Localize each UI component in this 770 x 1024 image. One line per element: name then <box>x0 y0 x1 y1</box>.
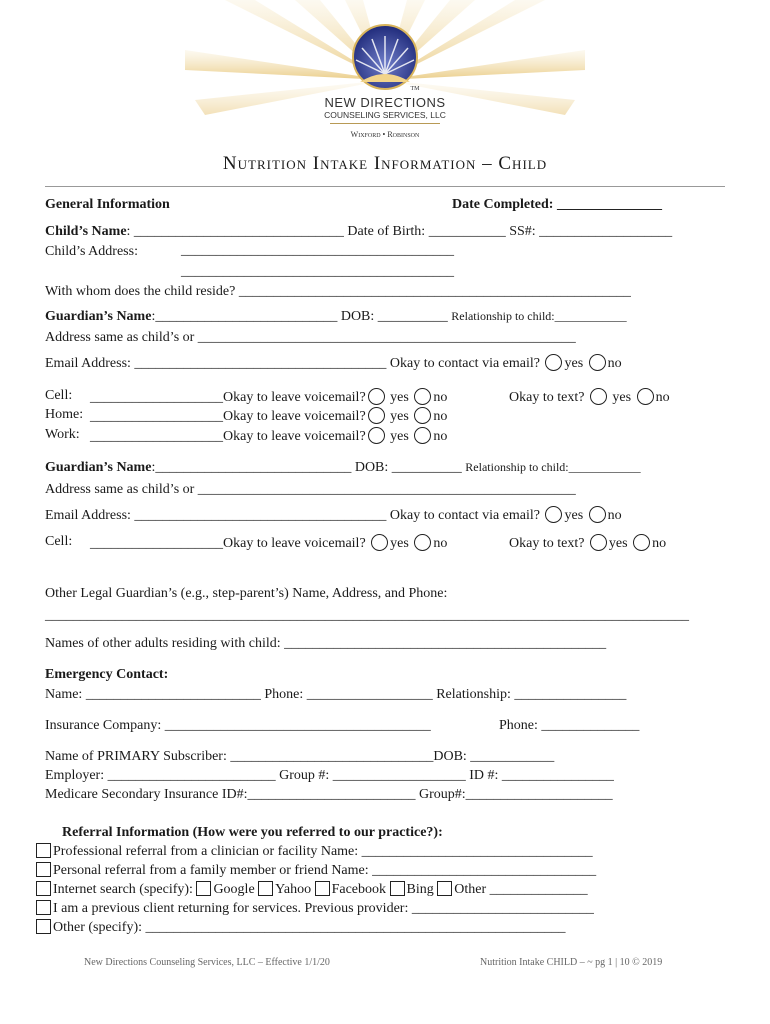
referral-professional-checkbox[interactable] <box>36 843 51 858</box>
no-label: no <box>433 390 448 405</box>
voicemail-label: Okay to leave voicemail? <box>223 409 366 424</box>
no-label: no <box>655 390 670 405</box>
cell-voicemail-no-radio[interactable] <box>414 534 431 551</box>
childs-address-line-1[interactable]: _______________________________________ <box>181 243 454 258</box>
childs-name-fields[interactable]: : ______________________________ Date of Birth: ___________ SS#: ___________________ <box>126 224 673 239</box>
yahoo-checkbox[interactable] <box>258 881 273 896</box>
text-label: Okay to text? <box>509 390 585 405</box>
logo-locations: Wixford • Robinson <box>350 130 420 139</box>
guardian-1-email-row[interactable] <box>45 354 622 372</box>
other-label: Other ______________ <box>454 882 588 897</box>
guardian-2-name-row[interactable] <box>45 459 641 476</box>
facebook-label: Facebook <box>331 882 387 897</box>
text-label: Okay to text? <box>509 536 585 551</box>
referral-heading: Referral Information (How were you referred to our practice?): <box>62 825 443 840</box>
yes-label: yes <box>564 356 584 371</box>
logo-company-name: NEW DIRECTIONS <box>324 95 446 110</box>
text-no-radio[interactable] <box>633 534 650 551</box>
insurance-phone-field[interactable]: Phone: ______________ <box>499 718 640 733</box>
other-checkbox[interactable] <box>437 881 452 896</box>
guardian-2-name-label: Guardian’s Name <box>45 460 152 475</box>
yes-label: yes <box>612 390 632 405</box>
referral-personal-row[interactable] <box>36 862 596 879</box>
page-title: Nutrition Intake Information – Child <box>222 153 548 174</box>
no-label: no <box>433 409 448 424</box>
referral-personal-checkbox[interactable] <box>36 862 51 877</box>
employer-field[interactable]: Employer: ________________________ Group #: ___________________ ID #: ________________ <box>45 768 614 783</box>
guardian-1-email-field[interactable]: Email Address: ____________________________________ Okay to contact via email? <box>45 356 540 371</box>
guardian-1-cell-label: Cell: <box>45 388 73 403</box>
home-phone-field[interactable]: ___________________ <box>90 409 223 424</box>
childs-name-row[interactable] <box>45 224 672 240</box>
referral-professional-label: Professional referral from a clinician or facility Name: _________________________________ <box>53 844 593 859</box>
guardian-1-relationship-field[interactable]: Relationship to child:____________ <box>451 309 627 323</box>
child-resides-with-field[interactable]: With whom does the child reside? ________________________________________________________ <box>45 284 631 299</box>
google-label: Google <box>213 882 255 897</box>
bing-label: Bing <box>406 882 434 897</box>
guardian-1-cell-row[interactable] <box>90 388 447 406</box>
work-voicemail-yes-radio[interactable] <box>368 427 385 444</box>
guardian-1-name-row[interactable] <box>45 308 627 325</box>
childs-name-label: Child’s Name <box>45 224 127 239</box>
footer-right: Nutrition Intake CHILD – ~ pg 1 | 10 © 2019 <box>480 957 663 968</box>
email-no-radio[interactable] <box>589 354 606 371</box>
referral-internet-checkbox[interactable] <box>36 881 51 896</box>
medicare-field[interactable]: Medicare Secondary Insurance ID#:________________________ Group#:_____________________ <box>45 787 613 802</box>
childs-address-line-2[interactable]: _______________________________________ <box>181 264 454 279</box>
no-label: no <box>607 508 622 523</box>
referral-other-checkbox[interactable] <box>36 919 51 934</box>
yes-label: yes <box>390 536 409 551</box>
text-no-radio[interactable] <box>637 388 654 405</box>
other-legal-guardian-label: Other Legal Guardian’s (e.g., step-parent’s) Name, Address, and Phone: <box>45 586 448 601</box>
yes-label: yes <box>564 508 584 523</box>
email-no-radio[interactable] <box>589 506 606 523</box>
yahoo-label: Yahoo <box>275 882 312 897</box>
referral-other-label: Other (specify): ____________________________________________________________ <box>53 920 566 935</box>
google-checkbox[interactable] <box>196 881 211 896</box>
logo-sun-icon <box>350 22 420 92</box>
yes-label: yes <box>390 429 409 444</box>
guardian-2-cell-row[interactable] <box>90 534 447 552</box>
referral-other-row[interactable] <box>36 919 566 936</box>
title-divider <box>45 186 725 187</box>
facebook-checkbox[interactable] <box>315 881 330 896</box>
no-label: no <box>607 356 622 371</box>
guardian-2-relationship-field[interactable]: Relationship to child:____________ <box>465 460 641 474</box>
voicemail-label: Okay to leave voicemail? <box>223 390 366 405</box>
logo-subtitle: COUNSELING SERVICES, LLC <box>324 110 446 120</box>
yes-label: yes <box>390 409 409 424</box>
work-phone-field[interactable]: ___________________ <box>90 429 223 444</box>
referral-personal-label: Personal referral from a family member or friend Name: ________________________________ <box>53 863 597 878</box>
home-voicemail-yes-radio[interactable] <box>368 407 385 424</box>
guardian-2-text-row[interactable] <box>509 534 666 552</box>
referral-internet-row[interactable] <box>36 881 588 898</box>
referral-professional-row[interactable] <box>36 843 593 860</box>
other-adults-field[interactable]: Names of other adults residing with child: ______________________________________________ <box>45 636 607 651</box>
referral-previous-client-row[interactable] <box>36 900 594 917</box>
cell-phone-field[interactable]: ___________________ <box>90 390 223 405</box>
text-yes-radio[interactable] <box>590 388 607 405</box>
other-legal-guardian-field[interactable]: ____________________________________________________________________________________________ <box>45 608 689 623</box>
primary-subscriber-field[interactable]: Name of PRIMARY Subscriber: _____________________________DOB: ____________ <box>45 749 555 764</box>
yes-label: yes <box>608 536 628 551</box>
guardian-1-text-row[interactable] <box>509 388 670 406</box>
childs-address-label: Child’s Address: <box>45 244 138 259</box>
emergency-contact-heading: Emergency Contact: <box>45 667 169 682</box>
guardian-2-address-field[interactable]: Address same as child’s or ______________________________________________________ <box>45 482 576 497</box>
logo-divider <box>330 123 440 124</box>
insurance-company-field[interactable]: Insurance Company: ______________________________________ <box>45 718 431 733</box>
emergency-contact-fields[interactable]: Name: _________________________ Phone: __________________ Relationship: ________________ <box>45 687 627 702</box>
work-voicemail-no-radio[interactable] <box>414 427 431 444</box>
guardian-2-email-field[interactable]: Email Address: ____________________________________ Okay to contact via email? <box>45 508 540 523</box>
referral-previous-client-checkbox[interactable] <box>36 900 51 915</box>
cell-voicemail-no-radio[interactable] <box>414 388 431 405</box>
cell-voicemail-yes-radio[interactable] <box>368 388 385 405</box>
guardian-1-address-field[interactable]: Address same as child’s or ______________________________________________________ <box>45 330 576 345</box>
voicemail-label: Okay to leave voicemail? <box>223 536 366 551</box>
email-yes-radio[interactable] <box>545 506 562 523</box>
footer-left: New Directions Counseling Services, LLC – Effective 1/1/20 <box>84 957 330 968</box>
logo-tm: TM <box>410 86 420 92</box>
no-label: no <box>652 536 667 551</box>
cell-phone-field[interactable]: ___________________ <box>90 536 223 551</box>
guardian-1-home-row[interactable] <box>90 407 447 425</box>
guardian-2-cell-label: Cell: <box>45 534 73 549</box>
guardian-1-name-fields[interactable]: :__________________________ DOB: __________ <box>151 309 452 324</box>
guardian-1-name-label: Guardian’s Name <box>45 309 152 324</box>
no-label: no <box>433 536 448 551</box>
guardian-2-email-row[interactable] <box>45 506 622 524</box>
general-info-heading: General Information <box>45 197 170 212</box>
home-voicemail-no-radio[interactable] <box>414 407 431 424</box>
no-label: no <box>433 429 448 444</box>
text-yes-radio[interactable] <box>590 534 607 551</box>
cell-voicemail-yes-radio[interactable] <box>371 534 388 551</box>
guardian-1-work-row[interactable] <box>90 427 447 445</box>
guardian-1-work-label: Work: <box>45 427 80 442</box>
email-yes-radio[interactable] <box>545 354 562 371</box>
yes-label: yes <box>390 390 409 405</box>
guardian-1-home-label: Home: <box>45 407 84 422</box>
date-completed-field[interactable]: Date Completed: _______________ <box>452 197 662 212</box>
referral-internet-label: Internet search (specify): <box>53 882 193 897</box>
guardian-2-name-fields[interactable]: :____________________________ DOB: __________ <box>151 460 466 475</box>
referral-previous-client-label: I am a previous client returning for services. Previous provider: __________________________ <box>53 901 594 916</box>
voicemail-label: Okay to leave voicemail? <box>223 429 366 444</box>
bing-checkbox[interactable] <box>390 881 405 896</box>
